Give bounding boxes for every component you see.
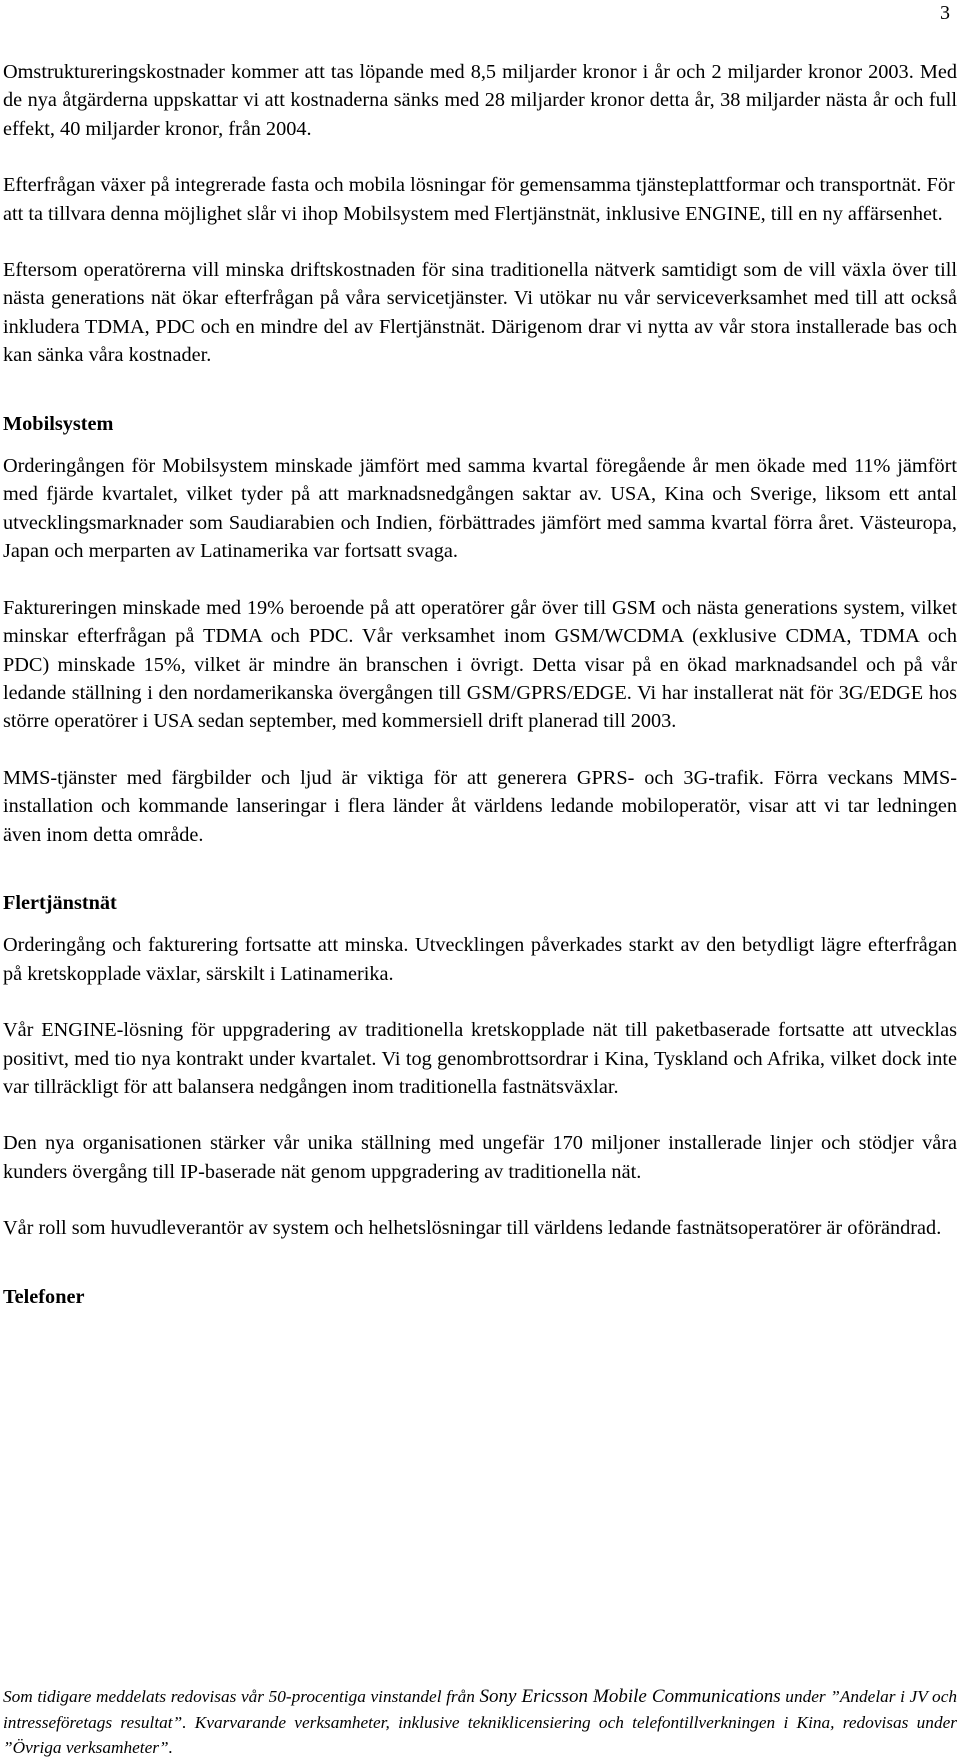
document-body [3,58,957,1311]
section-heading-flertjanstnat: Flertjänstnät [3,891,117,914]
mobilsystem-paragraph-1: Orderingången för Mobilsystem minskade jämfört med samma kvartal föregående år men ökade med 11% jämfört med fjärde kvartalet, vilket tyder på att marknadsnedgången saktar av. USA, Kina och Sverige, liksom ett antal utvecklingsmarknader som Saudiarabien och Indien, förbättrades jämfört med samma kvartal förra året. Västeuropa, Japan och merparten av Latinamerika var fortsatt svaga. [3,455,957,563]
mobilsystem-paragraph-2: Faktureringen minskade med 19% beroende på att operatörer går över till GSM och nästa generations system, vilket minskar efterfrågan på TDMA och PDC. Vår verksamhet inom GSM/WCDMA (exklusive CDMA, TDMA och PDC) minskade 15%, vilket är mindre än branschen i övrigt. Detta visar på en ökad marknadsandel och på vår ledande ställning i den nordamerikanska övergången till GSM/GPRS/EDGE. Vi har installerat nät för 3G/EDGE hos större operatörer i USA sedan september, med kommersiell drift planerad till 2003. [3,596,957,733]
flertjanstnat-paragraph-2: Vår ENGINE-lösning för uppgradering av traditionella kretskopplade nät till paketbaserade fortsatte att utvecklas positivt, med tio nya kontrakt under kvartalet. Vi tog genombrottsordrar i Kina, Tyskland och Afrika, vilket dock inte var tillräckligt för att balansera nedgången inom traditionella fastnätsväxlar. [3,1019,957,1098]
intro-paragraph-3: Eftersom operatörerna vill minska driftskostnaden för sina traditionella nätverk samtidigt som de vill växla över till nästa generations nät ökar efterfrågan på våra servicetjänster. Vi utökar nu vår serviceverksamhet med till att också inkludera TDMA, PDC och en mindre del av Flertjänstnät. Därigenom drar vi nytta av vår stora installerade bas och kan sänka våra kostnader. [3,259,957,367]
footnote-brand: Sony Ericsson Mobile Communications [479,1686,781,1707]
mobilsystem-paragraph-3: MMS-tjänster med färgbilder och ljud är viktiga för att generera GPRS- och 3G-trafik. Förra veckans MMS-installation och kommande lanseringar i flera länder åt världens ledande mobiloperatör, visar att vi tar ledningen även inom detta område. [3,766,957,846]
footnote-text-start: Som tidigare meddelats redovisas vår 50-procentiga vinstandel från [3,1687,480,1706]
section-heading-telefoner: Telefoner [3,1285,85,1308]
intro-paragraph-1: Omstruktureringskostnader kommer att tas löpande med 8,5 miljarder kronor i år och 2 miljarder kronor 2003. Med de nya åtgärderna uppskattar vi att kostnaderna sänks med 28 miljarder kronor detta år, 38 miljarder nästa år och full effekt, 40 miljarder kronor, från 2004. [3,61,957,140]
section-heading-mobilsystem: Mobilsystem [3,412,114,435]
flertjanstnat-paragraph-3: Den nya organisationen stärker vår unika ställning med ungefär 170 miljoner installerade linjer och stödjer våra kunders övergång till IP-baserade nät genom uppgradering av traditionella nät. [3,1132,957,1183]
intro-paragraph-2: Efterfrågan växer på integrerade fasta och mobila lösningar för gemensamma tjänsteplattformar och transportnät. För att ta tillvara denna möjlighet slår vi ihop Mobilsystem med Flertjänstnät, inklusive ENGINE, till en ny affärsenhet. [3,174,955,225]
flertjanstnat-paragraph-1: Orderingång och fakturering fortsatte att minska. Utvecklingen påverkades starkt av den betydligt lägre efterfrågan på kretskopplade växlar, särskilt i Latinamerika. [3,934,957,985]
footnote-text-end: under ”Andelar i JV och intresseföretags resultat”. Kvarvarande verksamheter, inklusive tekniklicensiering och telefontillverkningen i Kina, redovisas under ”Övriga verksamheter”. [3,1687,958,1757]
flertjanstnat-paragraph-4: Vår roll som huvudleverantör av system och helhetslösningar till världens ledande fastnätsoperatörer är oförändrad. [3,1217,942,1240]
page-number: 3 [940,2,950,24]
footnote [3,1684,957,1761]
